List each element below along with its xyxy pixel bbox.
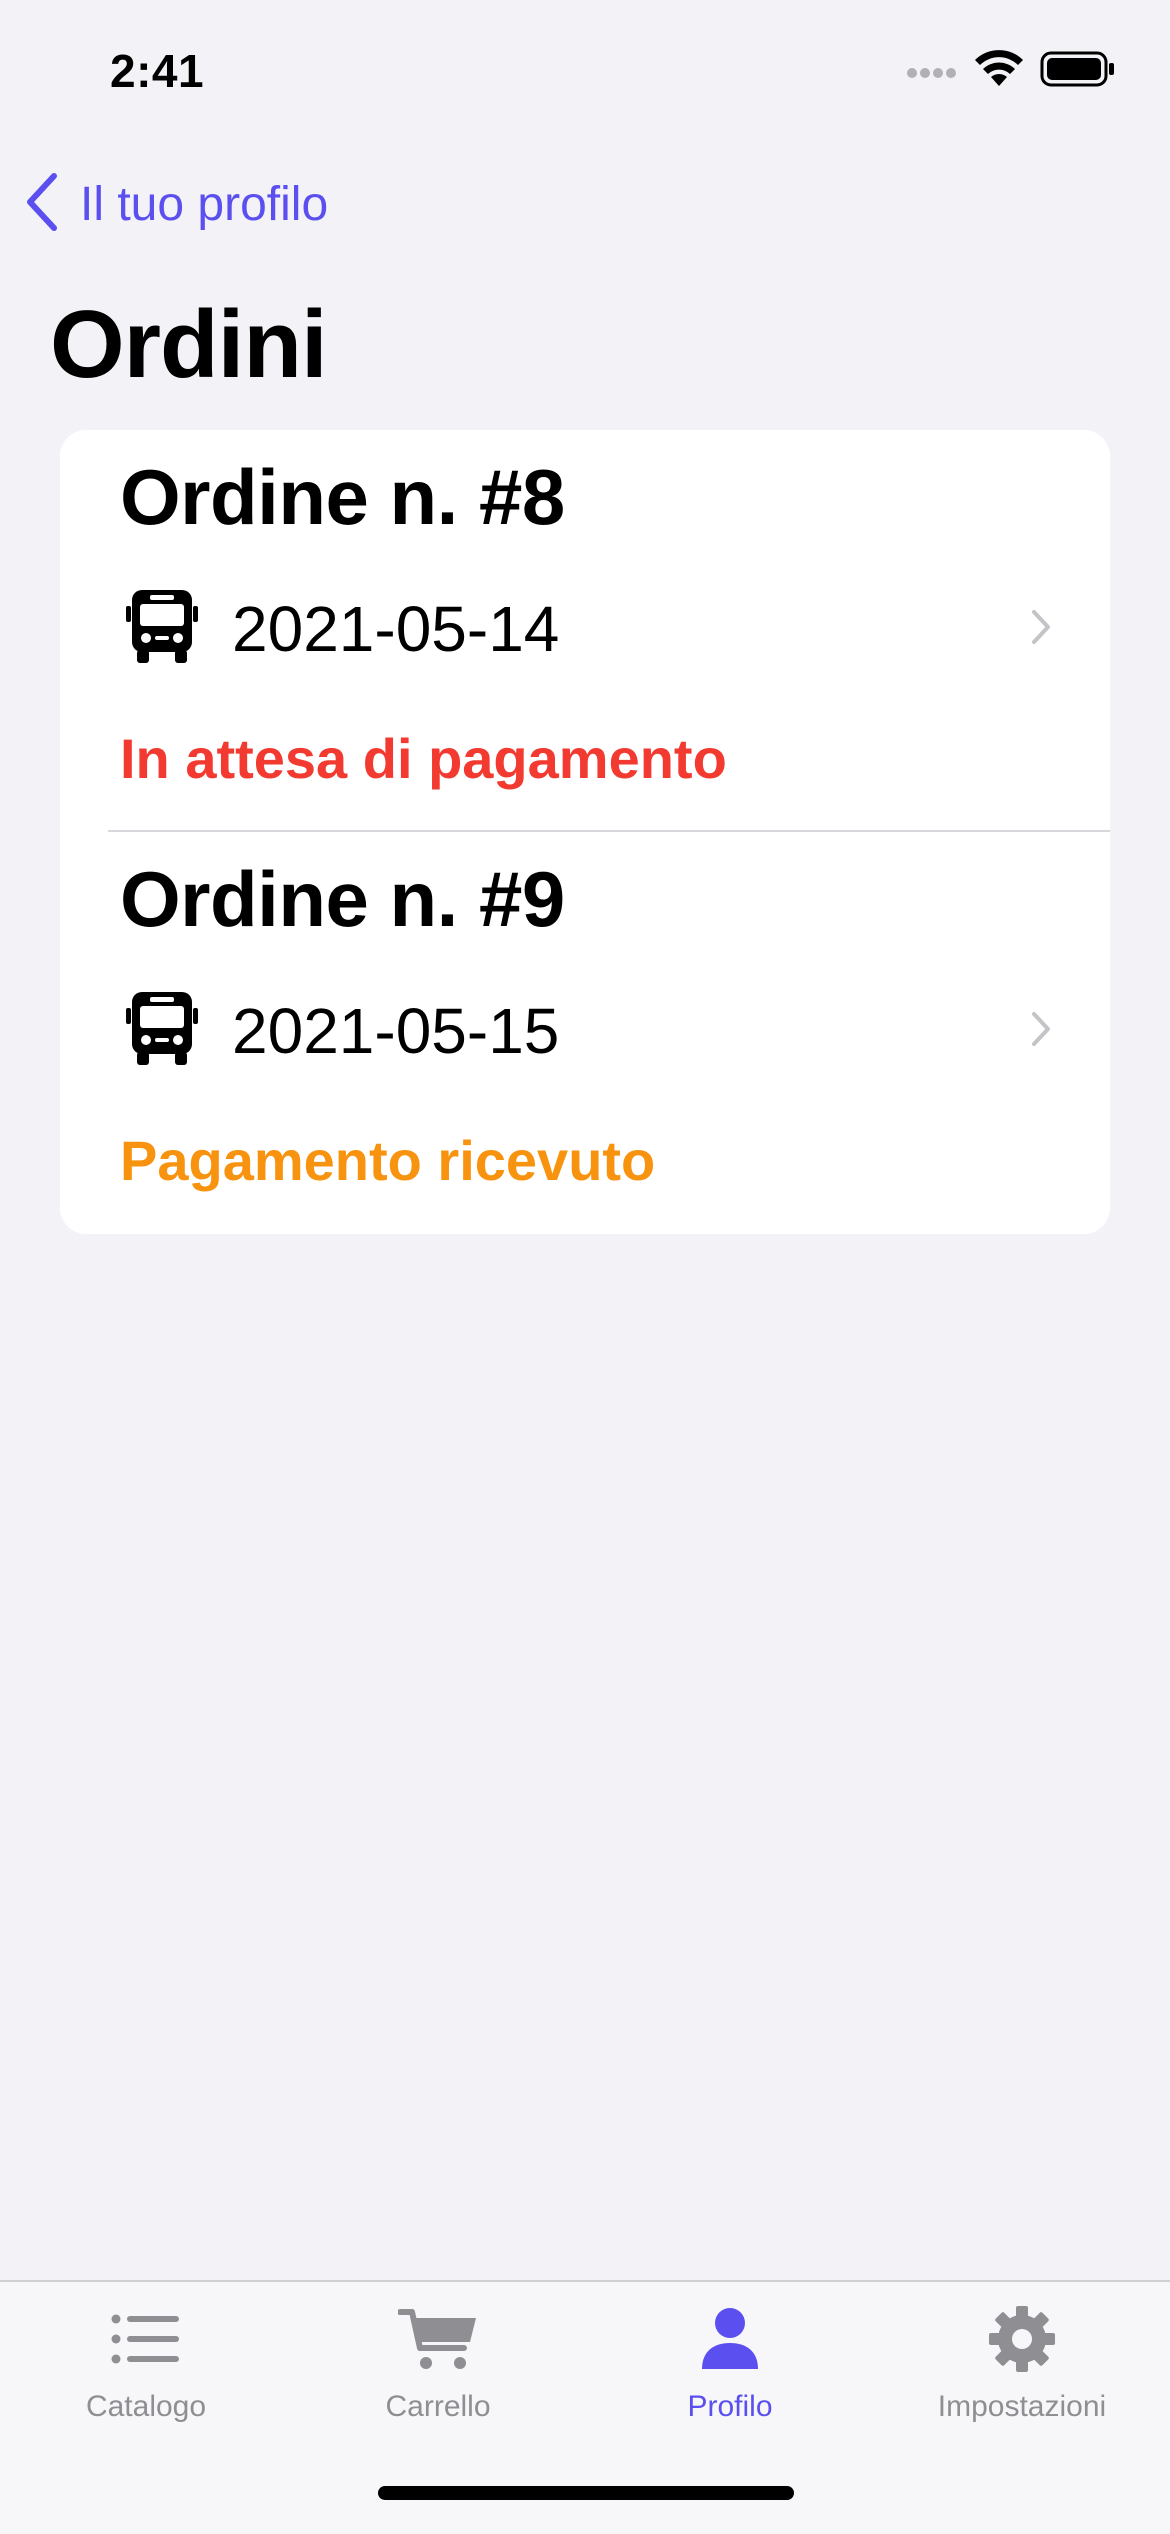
bus-icon <box>126 990 198 1071</box>
chevron-left-icon <box>24 172 60 237</box>
chevron-right-icon <box>1030 1010 1052 1053</box>
tab-label: Catalogo <box>85 2390 207 2423</box>
gear-icon <box>988 2298 1056 2380</box>
order-date-row <box>126 990 559 1071</box>
chevron-right-icon <box>1030 608 1052 651</box>
order-row[interactable] <box>60 832 1110 1234</box>
home-indicator <box>378 2486 794 2500</box>
order-date-row <box>126 588 559 669</box>
order-title: Ordine n. #9 <box>120 855 565 943</box>
cellular-icon <box>906 59 958 84</box>
status-bar <box>0 0 1170 140</box>
bus-icon <box>126 588 198 669</box>
tab-label: Impostazioni <box>937 2390 1107 2423</box>
order-status: In attesa di pagamento <box>120 727 727 790</box>
cart-icon <box>398 2298 478 2380</box>
battery-icon <box>1040 50 1116 93</box>
back-label: Il tuo profilo <box>80 178 329 231</box>
order-date: 2021-05-15 <box>232 994 560 1067</box>
status-icons <box>906 50 1116 93</box>
tab-impostazioni[interactable] <box>876 2298 1168 2428</box>
back-button[interactable] <box>24 172 328 237</box>
wifi-icon <box>974 50 1024 93</box>
list-icon <box>111 2298 181 2380</box>
tab-label: Profilo <box>687 2390 773 2423</box>
page-title: Ordini <box>50 291 327 398</box>
orders-list <box>60 430 1110 1234</box>
tab-profilo[interactable] <box>584 2298 876 2428</box>
tab-carrello[interactable] <box>292 2298 584 2428</box>
order-row[interactable] <box>60 430 1110 832</box>
tab-catalogo[interactable] <box>0 2298 292 2428</box>
status-time: 2:41 <box>110 45 205 97</box>
order-title: Ordine n. #8 <box>120 453 565 541</box>
person-icon <box>700 2298 760 2380</box>
tab-label: Carrello <box>385 2390 491 2423</box>
order-date: 2021-05-14 <box>232 592 560 665</box>
order-status: Pagamento ricevuto <box>120 1129 656 1192</box>
